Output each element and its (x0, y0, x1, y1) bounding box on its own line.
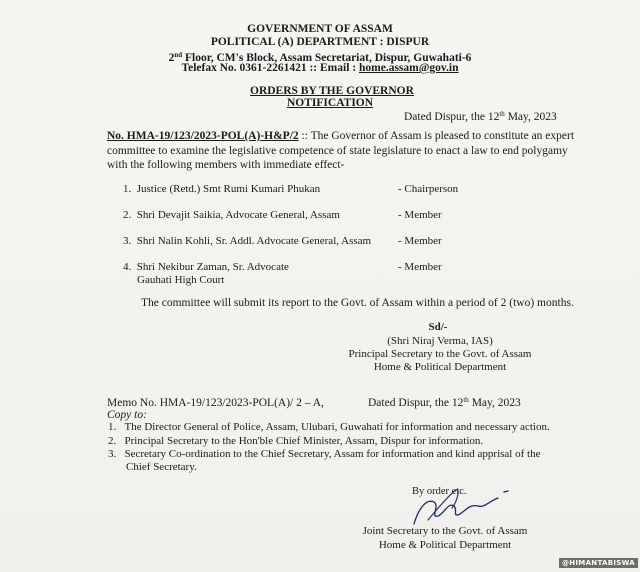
header-email-link[interactable]: home.assam@gov.in (358, 62, 459, 74)
member-num: 4. (123, 261, 132, 273)
order-line-3: with the following members with immediate effect- (107, 159, 345, 171)
memo-dated-prefix: Dated Dispur, the 12 (368, 397, 464, 409)
member-name: Justice (Retd.) Smt Rumi Kumari Phukan (136, 183, 321, 195)
member-role: - Chairperson (398, 183, 459, 195)
member-num: 1. (123, 183, 132, 195)
signatory-dept: Home & Political Department (373, 361, 507, 373)
copy-item-2 (108, 435, 483, 449)
handwritten-signature (408, 480, 528, 530)
signatory-title: Principal Secretary to the Govt. of Assam (348, 348, 532, 360)
member-num: 2. (123, 209, 132, 221)
memo-number: Memo No. HMA-19/123/2023-POL(A)/ 2 – A, (107, 397, 324, 409)
copy-item-1 (108, 421, 550, 435)
copy-to-label: Copy to: (107, 409, 147, 421)
copy-item-3-line2: Chief Secretary. (126, 461, 197, 473)
memo-dated-sup: th (463, 396, 469, 404)
member-name: Shri Devajit Saikia, Advocate General, Assam (136, 209, 340, 221)
member-name: Shri Nekibur Zaman, Sr. Advocate (136, 261, 289, 273)
order-text-part1: :: The Governor of Assam is pleased to constitute an expert (298, 130, 575, 142)
joint-secretary-title: Joint Secretary to the Govt. of Assam (362, 525, 528, 537)
order-line-2: committee to examine the legislative competence of state legislature to enact a law to end polygamy (107, 145, 568, 157)
dated-top-prefix: Dated Dispur, the 12 (404, 111, 500, 123)
dated-top-sup: th (499, 110, 505, 118)
signed-mark: Sd/- (428, 321, 448, 333)
member-3 (123, 234, 371, 248)
member-role: - Member (398, 209, 442, 221)
dated-top-suffix: May, 2023 (504, 111, 557, 123)
signatory-name: (Shri Niraj Verma, IAS) (387, 335, 493, 347)
member-4 (123, 260, 289, 274)
copy-text: The Director General of Police, Assam, Ulubari, Guwahati for information and necessary action. (124, 421, 550, 433)
joint-secretary-dept: Home & Political Department (378, 539, 512, 551)
order-line-1 (107, 129, 574, 144)
order-number: No. HMA-19/123/2023-POL(A)-H&P/2 (107, 130, 299, 142)
memo-dated (368, 393, 521, 411)
member-num: 3. (123, 235, 132, 247)
by-order-text: By order etc. (412, 486, 467, 497)
member-2 (123, 208, 340, 222)
dated-top (404, 107, 557, 125)
copy-item-3 (108, 448, 540, 462)
header-contact (0, 61, 640, 75)
orders-title: ORDERS BY THE GOVERNOR (250, 85, 414, 97)
copy-num: 1. (108, 421, 117, 433)
notification-title: NOTIFICATION (287, 97, 374, 109)
header-telefax: Telefax No. 0361-2261421 :: Email : (181, 62, 359, 74)
header-address-floor: 2 (168, 52, 175, 64)
copy-num: 3. (108, 448, 117, 460)
header-address-rest: Floor, CM's Block, Assam Secretariat, Dispur, Guwahati-6 (182, 52, 472, 64)
header-government: GOVERNMENT OF ASSAM (247, 23, 393, 35)
memo-dated-suffix: May, 2023 (468, 397, 521, 409)
header-department: POLITICAL (A) DEPARTMENT : DISPUR (210, 36, 430, 48)
copy-text: Principal Secretary to the Hon'ble Chief Minister, Assam, Dispur for information. (124, 435, 484, 447)
header-address-sup: nd (174, 51, 183, 59)
copy-num: 2. (108, 435, 117, 447)
member-role: - Member (398, 261, 442, 273)
copy-text: Secretary Co-ordination to the Chief Secretary, Assam for information and kind apprisal of the (124, 448, 541, 460)
social-handle-watermark: @HIMANTABISWA (559, 558, 638, 568)
member-4-line2: Gauhati High Court (137, 274, 225, 286)
member-1 (123, 182, 320, 196)
member-role: - Member (398, 235, 442, 247)
committee-report-text: The committee will submit its report to the Govt. of Assam within a period of 2 (two) months. (141, 297, 574, 309)
member-name: Shri Nalin Kohli, Sr. Addl. Advocate General, Assam (136, 235, 372, 247)
